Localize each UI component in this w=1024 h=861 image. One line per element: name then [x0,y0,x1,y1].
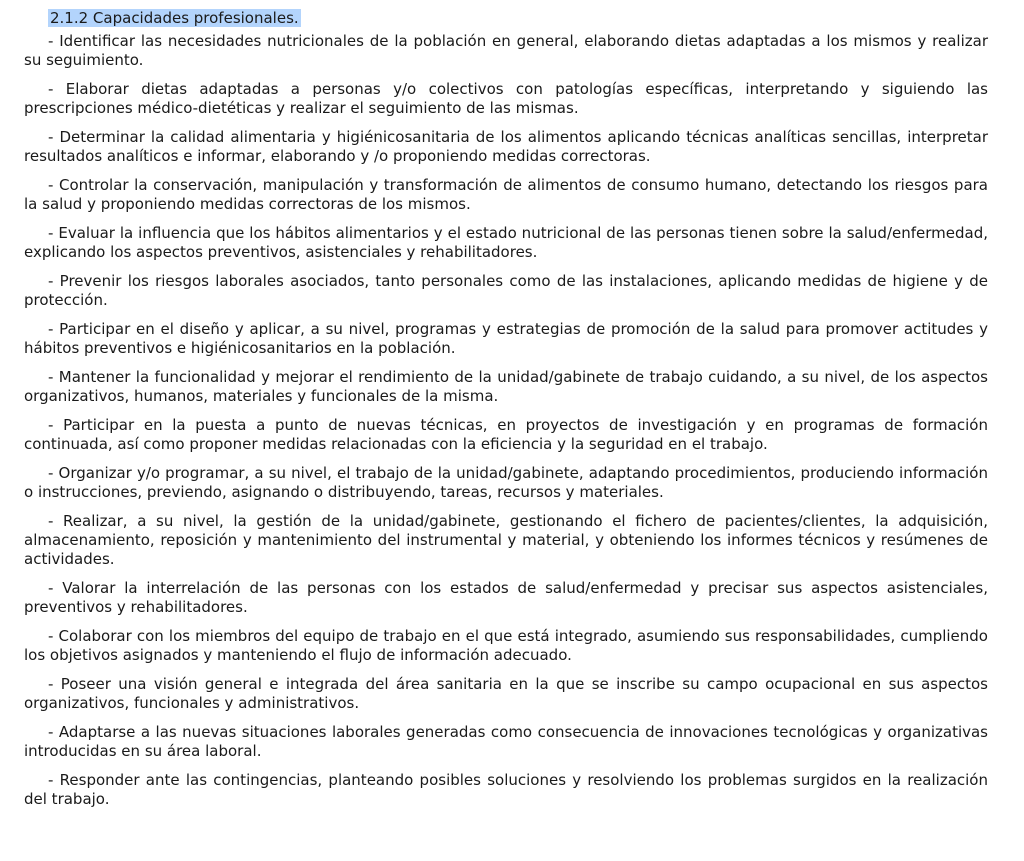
capability-paragraph-5: - Evaluar la influencia que los hábitos alimentarios y el estado nutricional de las personas tienen sobre la salud/enfermedad, explicando los aspectos preventivos, asistenciales y rehabilitadores. [24,224,988,261]
capability-paragraph-6: - Prevenir los riesgos laborales asociados, tanto personales como de las instalaciones, aplicando medidas de higiene y de protección. [24,272,988,309]
capability-paragraph-3: - Determinar la calidad alimentaria y higiénicosanitaria de los alimentos aplicando técnicas analíticas sencillas, interpretar resultados analíticos e informar, elaborando y /o proponiendo medidas correctoras. [24,128,988,165]
document-body [24,8,988,819]
capability-paragraph-1: - Identificar las necesidades nutricionales de la población en general, elaborando dietas adaptadas a los mismos y realizar su seguimiento. [24,32,988,69]
capability-paragraph-8: - Mantener la funcionalidad y mejorar el rendimiento de la unidad/gabinete de trabajo cuidando, a su nivel, de los aspectos organizativos, humanos, materiales y funcionales de la misma. [24,368,988,405]
capability-paragraph-2: - Elaborar dietas adaptadas a personas y/o colectivos con patologías específicas, interpretando y siguiendo las prescripciones médico-dietéticas y realizar el seguimiento de las mismas. [24,80,988,117]
capability-paragraph-10: - Organizar y/o programar, a su nivel, el trabajo de la unidad/gabinete, adaptando procedimientos, produciendo información o instrucciones, previendo, asignando o distribuyendo, tareas, recursos y materiales. [24,464,988,501]
capability-paragraph-12: - Valorar la interrelación de las personas con los estados de salud/enfermedad y precisar sus aspectos asistenciales, preventivos y rehabilitadores. [24,579,988,616]
capability-paragraph-4: - Controlar la conservación, manipulación y transformación de alimentos de consumo humano, detectando los riesgos para la salud y proponiendo medidas correctoras de los mismos. [24,176,988,213]
capability-paragraph-9: - Participar en la puesta a punto de nuevas técnicas, en proyectos de investigación y en programas de formación continuada, así como proponer medidas relacionadas con la eficiencia y la seguridad en el trabajo. [24,416,988,453]
capability-paragraph-16: - Responder ante las contingencias, planteando posibles soluciones y resolviendo los problemas surgidos en la realización del trabajo. [24,771,988,808]
capability-paragraph-7: - Participar en el diseño y aplicar, a su nivel, programas y estrategias de promoción de la salud para promover actitudes y hábitos preventivos e higiénicosanitarios en la población. [24,320,988,357]
capability-paragraph-13: - Colaborar con los miembros del equipo de trabajo en el que está integrado, asumiendo sus responsabilidades, cumpliendo los objetivos asignados y manteniendo el flujo de información adecuado. [24,627,988,664]
section-heading[interactable] [48,8,988,28]
capability-paragraph-15: - Adaptarse a las nuevas situaciones laborales generadas como consecuencia de innovaciones tecnológicas y organizativas introducidas en su área laboral. [24,723,988,760]
capability-paragraph-14: - Poseer una visión general e integrada del área sanitaria en la que se inscribe su campo ocupacional en sus aspectos organizativos, funcionales y administrativos. [24,675,988,712]
section-heading-text[interactable]: 2.1.2 Capacidades profesionales. [50,9,299,27]
capability-paragraph-11: - Realizar, a su nivel, la gestión de la unidad/gabinete, gestionando el fichero de pacientes/clientes, la adquisición, almacenamiento, reposición y mantenimiento del instrumental y material, y obteniendo los informes técnicos y resúmenes de actividades. [24,512,988,568]
